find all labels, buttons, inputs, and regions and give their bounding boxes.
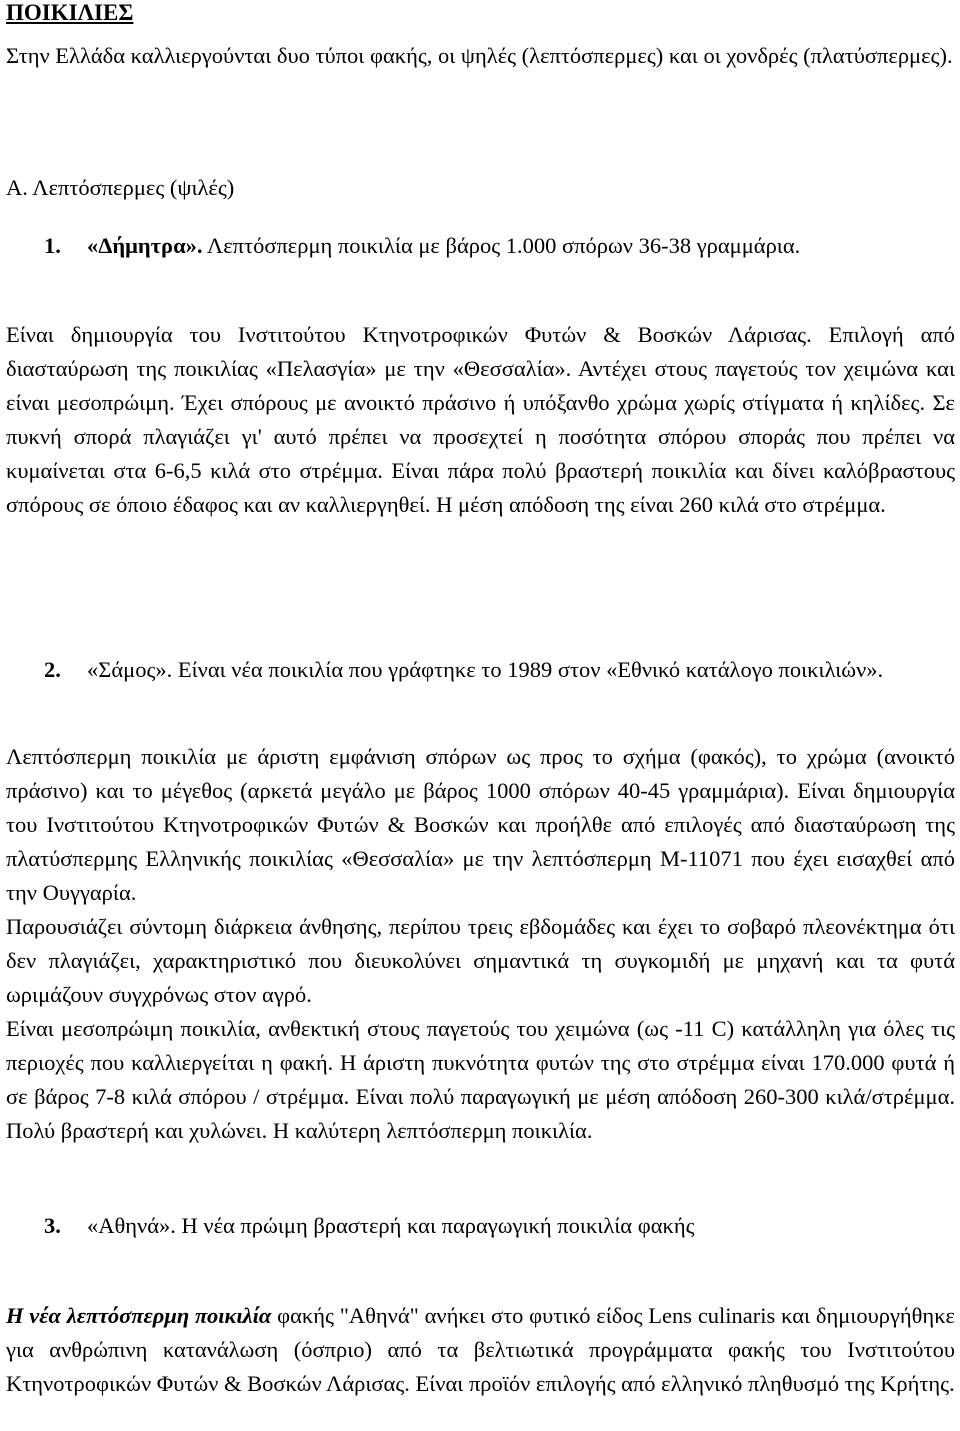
variety-heading-text: Λεπτόσπερμη ποικιλία με βάρος 1.000 σπόρων 36-38 γραμμάρια. xyxy=(202,233,801,258)
variety-item-3 xyxy=(6,1209,955,1243)
variety-2-description xyxy=(6,740,955,1148)
variety-item-2 xyxy=(6,653,955,687)
variety-number: 3. xyxy=(44,1213,61,1238)
variety-heading xyxy=(87,653,955,687)
variety-2-paragraph-2: Παρουσιάζει σύντομη διάρκεια άνθησης, περίπου τρεις εβδομάδες και έχει το σοβαρό πλεονέκτημα ότι δεν πλαγιάζει, χαρακτηριστικό που διευκολύνει σημαντικά τη συγκομιδή με μηχανή και τα φυτά ωριμάζουν συγχρόνως στον αγρό. xyxy=(6,914,955,1007)
intro-paragraph: Στην Ελλάδα καλλιεργούνται δυο τύποι φακής, οι ψηλές (λεπτόσπερμες) και οι χονδρές (πλατύσπερμες). xyxy=(6,43,953,68)
variety-name: «Αθηνά». xyxy=(87,1213,176,1238)
variety-number: 1. xyxy=(44,233,61,258)
variety-heading-text: Η νέα πρώιμη βραστερή και παραγωγική ποικιλία φακής xyxy=(175,1213,695,1238)
variety-item-1 xyxy=(6,229,955,263)
variety-name: «Σάμος». xyxy=(87,657,173,682)
closing-paragraph xyxy=(6,1299,955,1401)
variety-number: 2. xyxy=(44,657,61,682)
variety-1-description: Είναι δημιουργία του Ινστιτούτου Κτηνοτροφικών Φυτών & Βοσκών Λάρισας. Επιλογή από διασταύρωση της ποικιλίας «Πελασγία» με την «Θεσσαλία». Αντέχει στους παγετούς τον χειμώνα και είναι μεσοπρώιμη. Έχει σπόρους με ανοικτό πράσινο ή υπόξανθο χρώμα χωρίς στίγματα ή κηλίδες. Σε πυκνή σπορά πλαγιάζει γι' αυτό πρέπει να προσεχτεί η ποσότητα σπόρου σποράς που πρέπει να κυμαίνεται στα 6-6,5 κιλά στο στρέμμα. Είναι πάρα πολύ βραστερή ποικιλία και δίνει καλόβραστους σπόρους σε όποιο έδαφος και αν καλλιεργηθεί. Η μέση απόδοση της είναι 260 κιλά στο στρέμμα. xyxy=(6,322,955,517)
variety-2-paragraph-1: Λεπτόσπερμη ποικιλία με άριστη εμφάνιση σπόρων ως προς το σχήμα (φακός), το χρώμα (ανοικτό πράσινο) και το μέγεθος (αρκετά μεγάλο με βάρος 1000 σπόρων 40-45 γραμμάρια). Είναι δημιουργία του Ινστιτούτου Κτηνοτροφικών Φυτών & Βοσκών και προήλθε από επιλογές από διασταύρωση της πλατύσπερμης Ελληνικής ποικιλίας «Θεσσαλία» με την λεπτόσπερμη Μ-11071 που έχει εισαχθεί από την Ουγγαρία. xyxy=(6,744,955,905)
variety-2-paragraph-3: Είναι μεσοπρώιμη ποικιλία, ανθεκτική στους παγετούς του χειμώνα (ως -11 C) κατάλληλη για όλες τις περιοχές που καλλιεργείται η φακή. Η άριστη πυκνότητα φυτών της στο στρέμμα είναι 170.000 φυτά ή σε βάρος 7-8 κιλά σπόρου / στρέμμα. Είναι πολύ παραγωγική με μέση απόδοση 260-300 κιλά/στρέμμα. Πολύ βραστερή και χυλώνει. Η καλύτερη λεπτόσπερμη ποικιλία. xyxy=(6,1016,955,1143)
page-title: ΠΟΙΚΙΛΙΕΣ xyxy=(6,0,134,25)
variety-heading xyxy=(87,1209,955,1243)
variety-heading-text: Είναι νέα ποικιλία που γράφτηκε το 1989 στον «Εθνικό κατάλογο ποικιλιών». xyxy=(172,657,884,682)
variety-heading xyxy=(87,229,955,263)
section-a-heading: Α. Λεπτόσπερμες (ψιλές) xyxy=(6,175,235,200)
closing-emphasis: Η νέα λεπτόσπερμη ποικιλία xyxy=(6,1303,272,1328)
variety-name: «Δήμητρα». xyxy=(87,233,203,258)
closing-text: φακής "Αθηνά" ανήκει στο φυτικό είδος Lens culinaris και δημιουργήθηκε για ανθρώπινη κατανάλωση (όσπριο) από τα βελτιωτικά προγράμματα φακής του Ινστιτούτου Κτηνοτροφικών Φυτών & Βοσκών Λάρισας. Είναι προϊόν επιλογής από ελληνικό πληθυσμό της Κρήτης. xyxy=(6,1303,955,1396)
